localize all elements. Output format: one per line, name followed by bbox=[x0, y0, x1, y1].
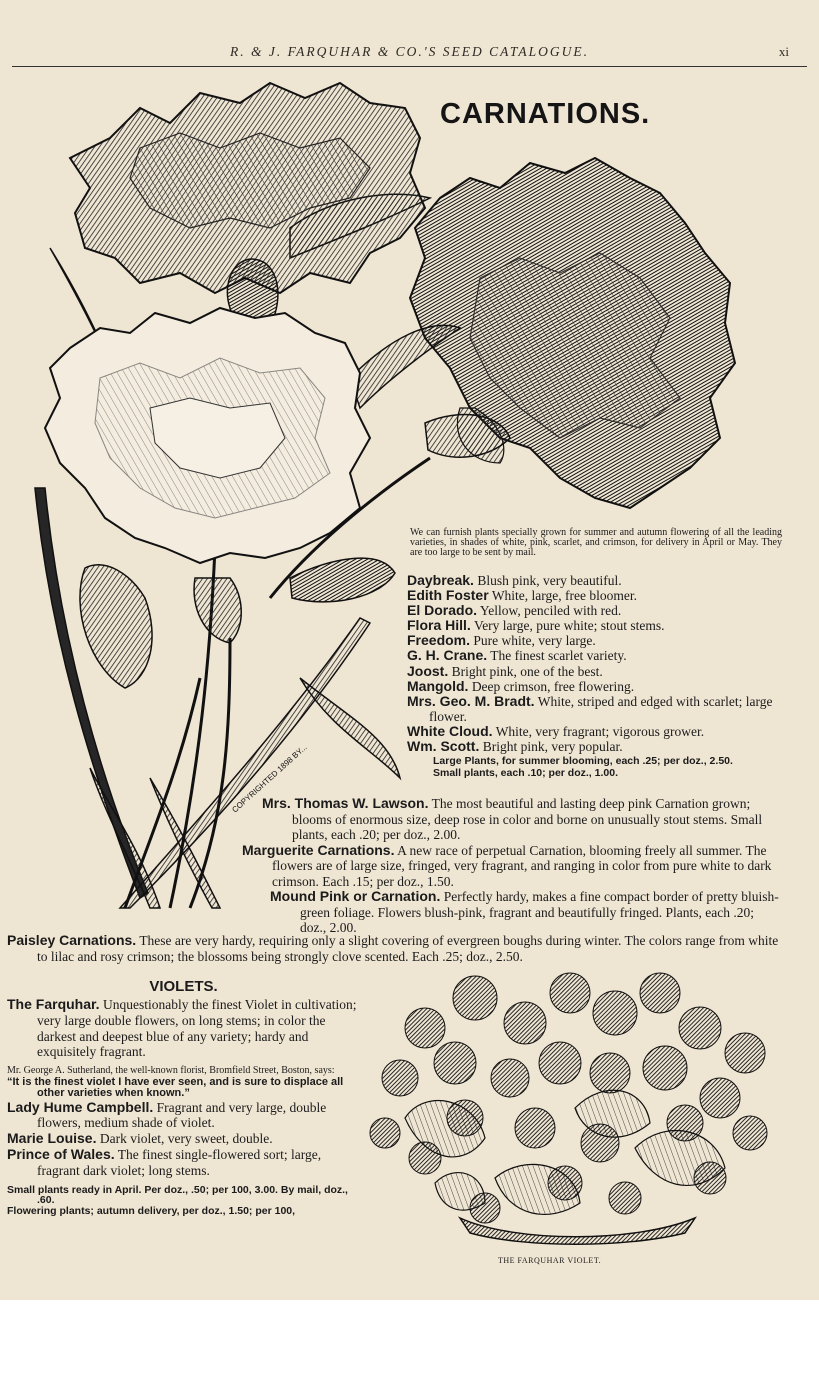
variety-name: Mrs. Geo. M. Bradt. bbox=[407, 692, 535, 709]
variety-desc: White, large, free bloomer. bbox=[491, 588, 638, 604]
variety-name: White Cloud. bbox=[407, 722, 493, 739]
variety-desc: Fragrant and very large, double flowers, medium shade of violet. bbox=[37, 1099, 327, 1131]
variety-name: Daybreak. bbox=[407, 572, 474, 588]
list-item bbox=[407, 633, 787, 648]
variety-desc: White, striped and edged with scarlet; large flower. bbox=[429, 693, 773, 724]
list-item bbox=[242, 843, 780, 890]
small-plants-price: Small plants, each .10; per doz., 1.00. bbox=[433, 766, 618, 779]
variety-desc: The finest scarlet variety. bbox=[490, 648, 627, 664]
list-item bbox=[7, 1131, 360, 1147]
list-item bbox=[407, 618, 787, 633]
list-item bbox=[407, 588, 787, 603]
violet-small-plants-price: Small plants ready in April. Per doz., .50; per 100, 3.00. By mail, doz., .60. bbox=[7, 1183, 348, 1207]
variety-name: G. H. Crane. bbox=[407, 647, 488, 664]
top-carnation-bloom bbox=[70, 83, 425, 339]
white-footer-band bbox=[0, 1300, 819, 1390]
variety-name: Paisley Carnations. bbox=[7, 932, 137, 948]
carnation-engraving bbox=[30, 78, 745, 913]
list-item bbox=[407, 664, 787, 679]
header-rule bbox=[12, 66, 807, 67]
variety-name: Prince of Wales. bbox=[7, 1146, 115, 1163]
list-item bbox=[407, 648, 787, 663]
variety-name: El Dorado. bbox=[407, 602, 478, 619]
variety-desc: Bright pink, very popular. bbox=[482, 739, 623, 755]
variety-name: Edith Foster bbox=[407, 587, 489, 604]
list-item bbox=[407, 724, 787, 739]
variety-name: Marguerite Carnations. bbox=[242, 841, 395, 858]
list-item bbox=[407, 679, 787, 694]
variety-desc: Pure white, very large. bbox=[473, 633, 596, 649]
engraving-credit: COPYRIGHTED 1898 BY... bbox=[230, 742, 309, 815]
variety-name: Joost. bbox=[407, 662, 449, 679]
page-number: xi bbox=[778, 44, 789, 59]
variety-desc: Bright pink, one of the best. bbox=[451, 663, 603, 679]
violet-caption: THE FARQUHAR VIOLET. bbox=[498, 1256, 602, 1265]
variety-desc: Yellow, penciled with red. bbox=[479, 603, 622, 619]
carnation-variety-list bbox=[407, 573, 787, 778]
violets-heading: VIOLETS. bbox=[149, 978, 218, 995]
variety-desc: The most beautiful and lasting deep pink Carnation grown; blooms of enormous size, deep rose in color and borne on unusually stout stems. Small plants, each .20; per doz., 2.00. bbox=[292, 796, 763, 842]
violets-list bbox=[7, 997, 360, 1216]
list-item bbox=[407, 603, 787, 618]
list-item bbox=[270, 889, 780, 936]
list-item bbox=[407, 573, 787, 588]
variety-name: Freedom. bbox=[407, 632, 471, 649]
variety-name: Flora Hill. bbox=[407, 617, 471, 634]
variety-name: Mound Pink or Carnation. bbox=[270, 888, 441, 904]
variety-desc: White, very fragrant; vigorous grower. bbox=[495, 723, 705, 739]
variety-desc: Perfectly hardy, makes a fine compact border of pretty bluish-green foliage. Flowers blush-pink, fragrant and beautifully fringed. Plants, each .20; doz., 2.00. bbox=[300, 889, 779, 935]
variety-desc: Dark violet, very sweet, double. bbox=[99, 1131, 273, 1147]
list-item bbox=[7, 1100, 360, 1132]
variety-desc: These are very hardy, requiring only a slight covering of evergreen boughs during winter. The colors range from white to lilac and rosy crimson; the blossoms being strongly clove scented. Each .25; doz., 2.50. bbox=[37, 933, 779, 964]
testimonial-quote: “It is the finest violet I have ever seen, and is sure to displace all other varieties when known.” bbox=[7, 1075, 344, 1100]
variety-desc: Deep crimson, free flowering. bbox=[471, 678, 635, 694]
testimonial-intro: Mr. George A. Sutherland, the well-known florist, Bromfield Street, Boston, says: bbox=[7, 1065, 335, 1077]
large-plants-price: Large Plants, for summer blooming, each .25; per doz., 2.50. bbox=[433, 755, 733, 768]
variety-desc: The finest single-flowered sort; large, fragrant dark violet; long stems. bbox=[37, 1147, 322, 1178]
list-item bbox=[7, 1147, 360, 1179]
list-item bbox=[242, 796, 780, 843]
variety-name: Marie Louise. bbox=[7, 1130, 97, 1147]
running-header: R. & J. FARQUHAR & CO.'S SEED CATALOGUE. bbox=[230, 44, 589, 59]
variety-desc: Very large, pure white; stout stems. bbox=[473, 618, 665, 634]
carnation-intro: We can furnish plants specially grown for summer and autumn flowering of all the leading varieties, in shades of white, pink, scarlet, and crimson, for delivery in April or May. They are too large to be sent by mail. bbox=[410, 527, 782, 558]
carnation-specials bbox=[242, 796, 780, 936]
paisley-carnations bbox=[7, 933, 780, 964]
violet-engraving bbox=[365, 968, 780, 1251]
violet-flowering-plants-price: Flowering plants; autumn delivery, per doz., 1.50; per 100, bbox=[7, 1204, 296, 1217]
section-title: CARNATIONS. bbox=[440, 98, 651, 130]
list-item bbox=[7, 997, 360, 1060]
white-carnation-bloom bbox=[45, 308, 370, 563]
variety-desc: Blush pink, very beautiful. bbox=[477, 573, 622, 588]
variety-name: Lady Hume Campbell. bbox=[7, 1098, 154, 1115]
violet-flowers bbox=[370, 973, 767, 1223]
variety-desc: Unquestionably the finest Violet in cultivation; very large double flowers, on long stems; in color the darkest and deepest blue of any variety; hardy and exquisitely fragrant. bbox=[37, 997, 357, 1060]
variety-desc: A new race of perpetual Carnation, blooming freely all summer. The flowers are of large size, fringed, very fragrant, and ranging in color from pure white to dark crimson. Each .15; per doz., 1.50. bbox=[272, 842, 772, 889]
variety-name: Mangold. bbox=[407, 677, 469, 694]
variety-name: Wm. Scott. bbox=[407, 738, 480, 755]
list-item bbox=[407, 739, 787, 754]
variety-name: Mrs. Thomas W. Lawson. bbox=[262, 795, 429, 811]
variety-name: The Farquhar. bbox=[7, 996, 100, 1012]
list-item bbox=[407, 694, 787, 724]
